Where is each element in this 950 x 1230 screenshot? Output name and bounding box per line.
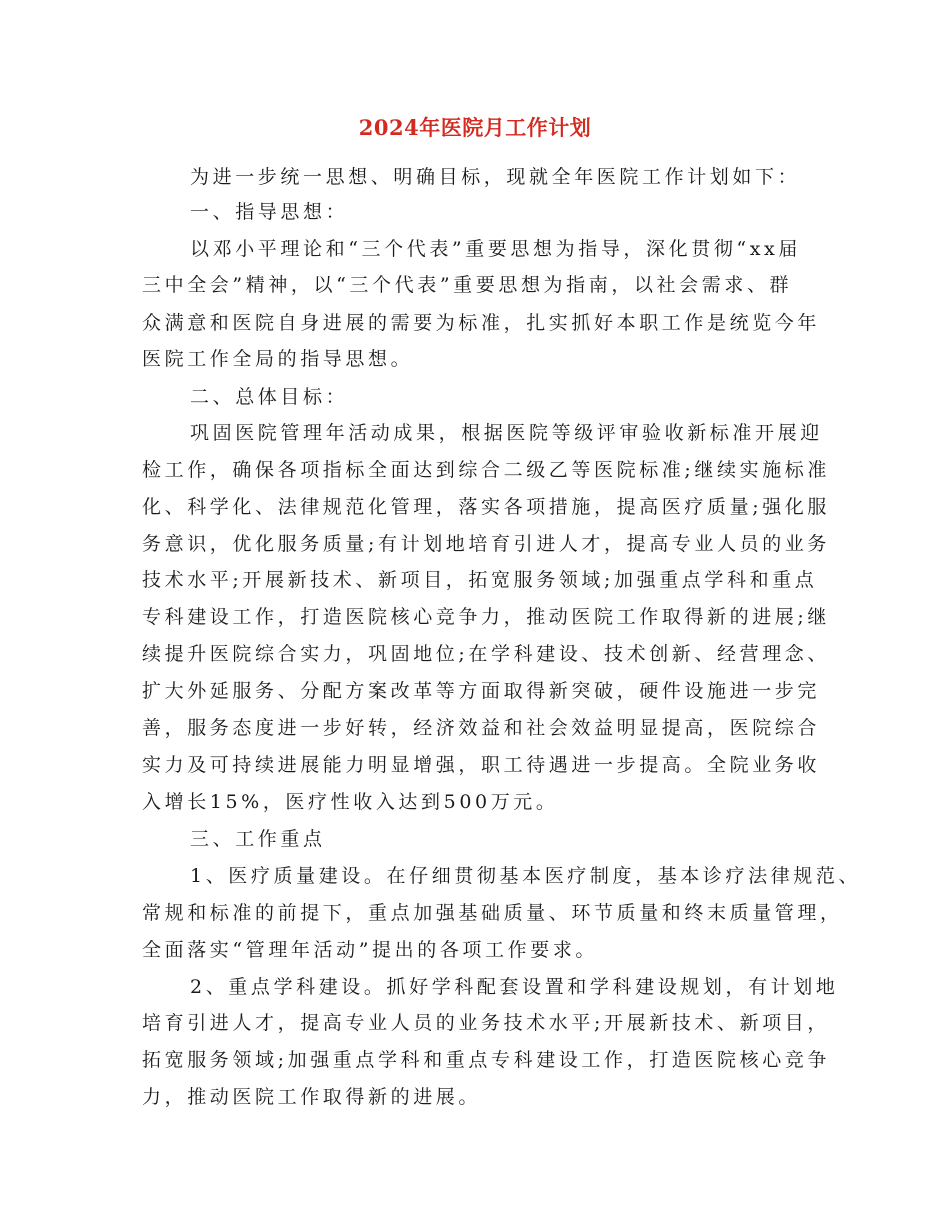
paragraph-line: 以邓小平理论和“三个代表”重要思想为指导，深化贯彻“xx届 (190, 238, 801, 260)
paragraph-line: 众满意和医院自身进展的需要为标准，扎实抓好本职工作是统览今年 (142, 312, 821, 334)
paragraph-line: 务意识，优化服务质量;有计划地培育引进人才，提高专业人员的业务 (142, 533, 831, 555)
intro-line: 为进一步统一思想、明确目标，现就全年医院工作计划如下： (190, 166, 801, 188)
paragraph-line: 专科建设工作，打造医院核心竞争力，推动医院工作取得新的进展;继 (142, 606, 831, 628)
paragraph-line: 培育引进人才，提高专业人员的业务技术水平;开展新技术、新项目， (142, 1012, 831, 1034)
paragraph-line: 扩大外延服务、分配方案改革等方面取得新突破，硬件设施进一步完 (142, 680, 821, 702)
paragraph-line: 力，推动医院工作取得新的进展。 (142, 1086, 482, 1108)
paragraph-line: 1、医疗质量建设。在仔细贯彻基本医疗制度，基本诊疗法律规范、 (190, 865, 862, 887)
paragraph-line: 2、重点学科建设。抓好学科配套设置和学科建设规划，有计划地 (190, 976, 839, 998)
paragraph-line: 技术水平;开展新技术、新项目，拓宽服务领域;加强重点学科和重点 (142, 569, 818, 591)
paragraph-line: 化、科学化、法律规范化管理，落实各项措施，提高医疗质量;强化服 (142, 496, 831, 518)
paragraph-line: 全面落实“管理年活动”提出的各项工作要求。 (142, 939, 599, 961)
paragraph-line: 入增长15%，医疗性收入达到500万元。 (142, 791, 559, 813)
paragraph-line: 检工作，确保各项指标全面达到综合二级乙等医院标准;继续实施标准 (142, 459, 831, 481)
section-heading-2: 二、总体目标： (190, 386, 349, 408)
paragraph-line: 三中全会”精神，以“三个代表”重要思想为指南，以社会需求、群 (142, 274, 793, 296)
paragraph-line: 医院工作全局的指导思想。 (142, 348, 414, 370)
paragraph-line: 续提升医院综合实力，巩固地位;在学科建设、技术创新、经营理念、 (142, 643, 831, 665)
paragraph-line: 善，服务态度进一步好转，经济效益和社会效益明显提高，医院综合 (142, 717, 821, 739)
section-heading-1: 一、指导思想： (190, 201, 349, 223)
document-title: 2024年医院月工作计划 (358, 115, 592, 140)
paragraph-line: 常规和标准的前提下，重点加强基础质量、环节质量和终末质量管理， (142, 902, 843, 924)
paragraph-line: 拓宽服务领域;加强重点学科和重点专科建设工作，打造医院核心竞争 (142, 1049, 831, 1071)
paragraph-line: 实力及可持续进展能力明显增强，职工待遇进一步提高。全院业务收 (142, 754, 821, 776)
paragraph-line: 巩固医院管理年活动成果，根据医院等级评审验收新标准开展迎 (190, 422, 823, 444)
section-heading-3: 三、工作重点 (190, 828, 326, 850)
